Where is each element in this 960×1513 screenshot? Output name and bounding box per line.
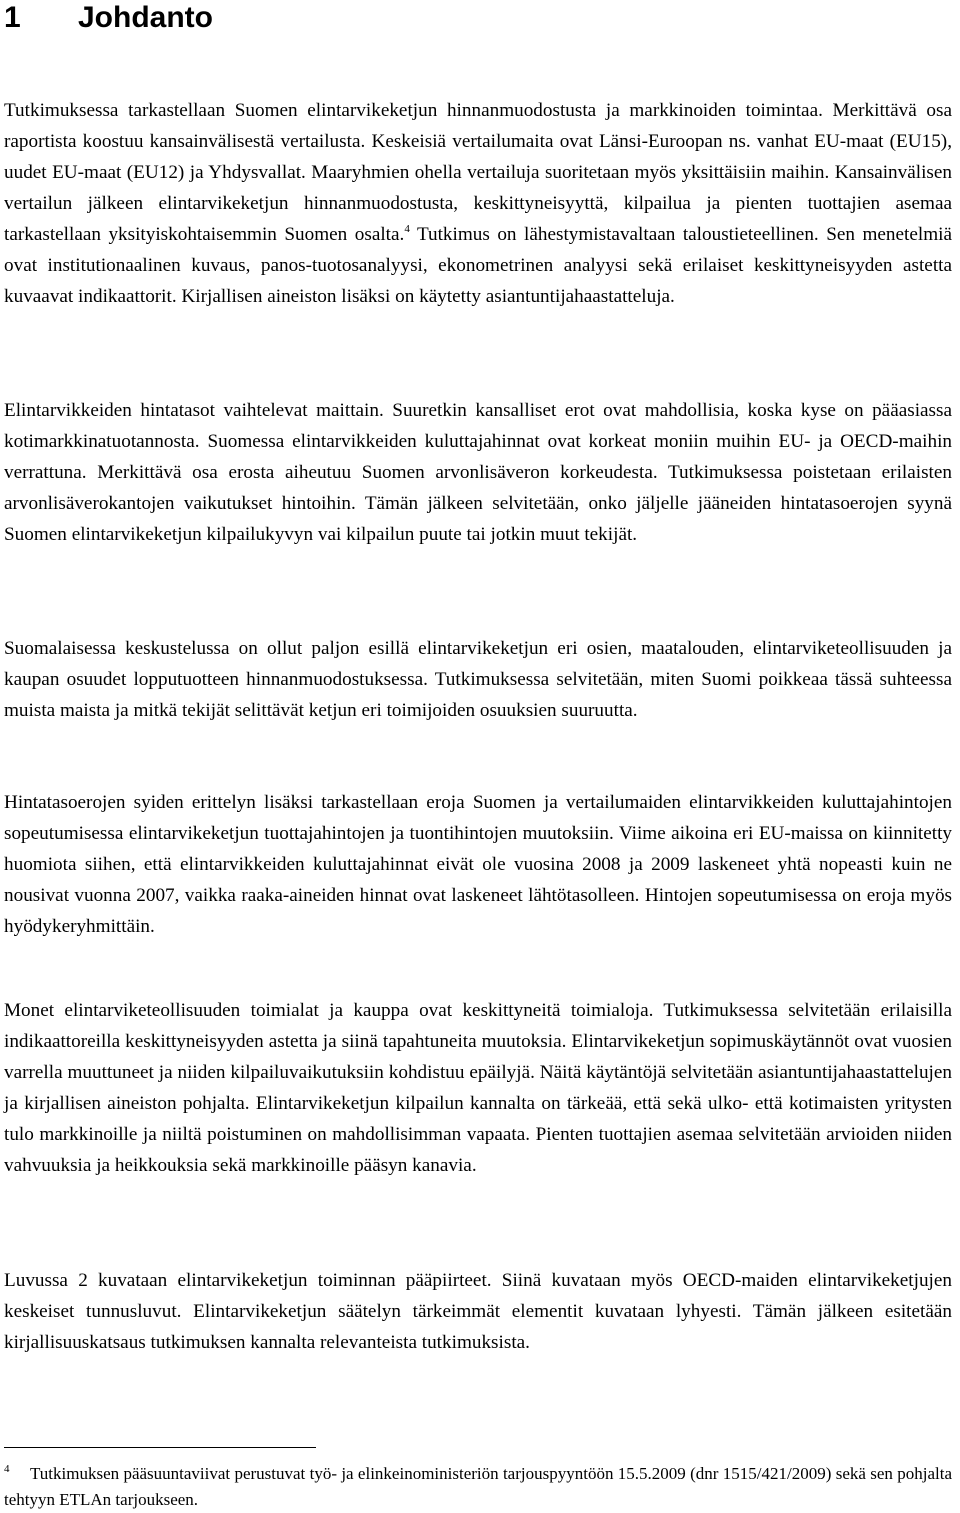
chapter-title: Johdanto <box>78 1 213 34</box>
chapter-heading <box>4 0 213 36</box>
chapter-number: 1 <box>4 1 21 34</box>
paragraph-3: Suomalaisessa keskustelussa on ollut paljon esillä elintarvikeketjun eri osien, maatalouden, elintarviketeollisuuden ja kaupan osuudet lopputuotteen hinnanmuodostuksessa. Tutkimuksessa selvitetään, miten Suomi poikkeaa tässä suhteessa muista maista ja mitkä tekijät selittävät ketjun eri toimijoiden osuuksien suuruutta. <box>4 638 952 721</box>
paragraph-4: Hintatasoerojen syiden erittelyn lisäksi tarkastellaan eroja Suomen ja vertailumaiden elintarvikkeiden kuluttajahintojen sopeutumisessa elintarvikeketjun tuottajahintojen ja tuontihintojen muutoksiin. Viime aikoina eri EU-maissa on kiinnitetty huomiota siihen, että elintarvikkeiden kuluttajahinnat eivät ole vuosina 2008 ja 2009 laskeneet yhtä nopeasti kuin ne nousivat vuonna 2007, vaikka raaka-aineiden hinnat ovat laskeneet lähtötasolleen. Hintojen sopeutumisessa on eroja myös hyödykeryhmittäin. <box>4 792 952 937</box>
footnote-text: Tutkimuksen pääsuuntaviivat perustuvat työ- ja elinkeinoministeriön tarjouspyyntöön 15.5.2009 (dnr 1515/421/2009) sekä sen pohjalta tehtyyn ETLAn tarjoukseen. <box>4 1464 952 1509</box>
paragraph-1-text-before: Tutkimuksessa tarkastellaan Suomen elintarvikeketjun hinnanmuodostusta ja markkinoiden toimintaa. Merkittävä osa raportista koostuu kansainvälisestä vertailusta. Keskeisiä vertailumaita ovat Länsi-Euroopan ns. vanhat EU-maat (EU15), uudet EU-maat (EU12) ja Yhdysvallat. Maaryhmien ohella vertailuja suoritetaan myös yksittäisiin maihin. Kansainvälisen vertailun jälkeen elintarvikeketjun hinnanmuodostusta, keskittyneisyyttä, kilpailua ja pienten tuottajien asemaa tarkastellaan yksityiskohtaisemmin Suomen osalta. <box>4 100 952 245</box>
paragraph-1-text-after: Tutkimus on lähestymistavaltaan taloustieteellinen. Sen menetelmiä ovat institutionaalinen kuvaus, panos-tuotosanalyysi, ekonometrinen analyysi sekä erilaiset keskittyneisyyden astetta kuvaavat indikaattorit. Kirjallisen aineiston lisäksi on käytetty asiantuntijahaastatteluja. <box>4 224 952 307</box>
paragraph-6: Luvussa 2 kuvataan elintarvikeketjun toiminnan pääpiirteet. Siinä kuvataan myös OECD-maiden elintarvikeketjujen keskeiset tunnusluvut. Elintarvikeketjun säätelyn tärkeimmät elementit kuvataan lyhyesti. Tämän jälkeen esitetään kirjallisuuskatsaus tutkimuksen kannalta relevanteista tutkimuksista. <box>4 1270 952 1353</box>
footnote-reference[interactable]: 4 <box>404 223 410 235</box>
paragraph-5: Monet elintarviketeollisuuden toimialat ja kauppa ovat keskittyneitä toimialoja. Tutkimuksessa selvitetään erilaisilla indikaattoreilla keskittyneisyyden astetta ja siinä tapahtuneita muutoksia. Elintarvikeketjun sopimuskäytännöt ovat vuosien varrella muuttuneet ja niiden kilpailuvaikutuksiin kohdistuu epäilyjä. Näitä käytäntöjä selvitetään asiantuntijahaastattelujen ja kirjallisen aineiston pohjalta. Elintarvikeketjun kilpailun kannalta on tärkeää, että sekä ulko- että kotimaisten yritysten tulo markkinoille ja niiltä poistuminen on mahdollisimman vapaata. Pienten tuottajien asemaa selvitetään arvioiden niiden vahvuuksia ja heikkouksia sekä markkinoille pääsyn kanavia. <box>4 1000 952 1176</box>
paragraph-1 <box>4 95 952 312</box>
footnote: 4 Tutkimuksen pääsuuntaviivat perustuvat työ- ja elinkeinoministeriön tarjouspyyntöön 15.5.2009 (dnr 1515/421/2009) sekä sen pohjalta tehtyyn ETLAn tarjoukseen. <box>4 1463 952 1509</box>
footnote-divider <box>4 1447 316 1448</box>
paragraph-2: Elintarvikkeiden hintatasot vaihtelevat maittain. Suuretkin kansalliset erot ovat mahdollisia, koska kyse on pääasiassa kotimarkkinatuotannosta. Suomessa elintarvikkeiden kuluttajahinnat ovat korkeat moniin muihin EU- ja OECD-maihin verrattuna. Merkittävä osa erosta aiheutuu Suomen arvonlisäveron korkeudesta. Tutkimuksessa poistetaan erilaisten arvonlisäverokantojen vaikutukset hintoihin. Tämän jälkeen selvitetään, onko jäljelle jääneiden hintatasoerojen syynä Suomen elintarvikeketjun kilpailukyvyn vai kilpailun puute tai jotkin muut tekijät. <box>4 400 952 545</box>
